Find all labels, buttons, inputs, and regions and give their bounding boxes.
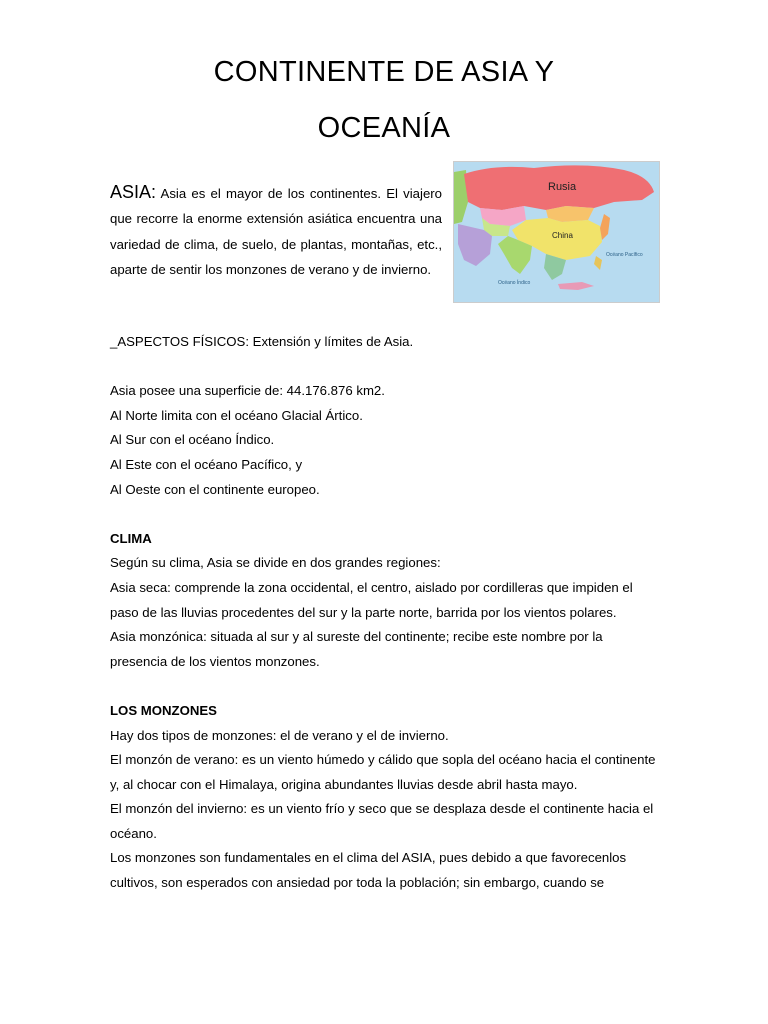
monzones-final-text: Los monzones son fundamentales en el clima del ASIA, pues debido a que favorecenlos cultivos, son esperados con ansiedad por toda la población; sin embargo, cuando se <box>110 850 627 891</box>
page-title-line-2: OCEANÍA <box>317 112 451 144</box>
monzon-invierno-text: El monzón del invierno: es un viento frío y seco que se desplaza desde el continente hacia el océano. <box>110 801 654 841</box>
asia-map-image <box>453 161 660 303</box>
monzon-verano-text: El monzón de verano: es un viento húmedo y cálido que sopla del océano hacia el continente y, al chocar con el Himalaya, origina abundantes lluvias desde abril hasta mayo. <box>110 752 656 792</box>
north-limit: Al Norte limita con el océano Glacial Ártico. <box>110 407 363 423</box>
map-label-indico: Océano Índico <box>498 280 531 286</box>
clima-heading: CLIMA <box>110 530 152 546</box>
map-label-pacifico: Océano Pacífico <box>606 252 643 258</box>
intro-paragraph <box>110 180 442 283</box>
west-limit: Al Oeste con el continente europeo. <box>110 481 320 497</box>
map-label-rusia: Rusia <box>548 181 577 193</box>
east-limit: Al Este con el océano Pacífico, y <box>110 456 303 472</box>
physical-heading: _ASPECTOS FÍSICOS: Extensión y límites de Asia. <box>110 334 414 349</box>
south-limit: Al Sur con el océano Índico. <box>110 432 275 448</box>
asia-seca-text: Asia seca: comprende la zona occidental, el centro, aislado por cordilleras que impiden el paso de las lluvias procedentes del sur y la parte norte, barrida por los vientos polares. <box>110 579 633 620</box>
intro-lead: ASIA: <box>110 182 157 202</box>
asia-monzonica-text: Asia monzónica: situada al sur y al sureste del continente; recibe este nombre por la presencia de los vientos monzones. <box>110 629 603 669</box>
surface-text: Asia posee una superficie de: 44.176.876 km2. <box>110 383 385 399</box>
document-body <box>110 330 658 896</box>
monzones-tipos: Hay dos tipos de monzones: el de verano y el de invierno. <box>110 727 449 743</box>
monzones-heading: LOS MONZONES <box>110 702 217 718</box>
intro-text: Asia es el mayor de los continentes. El viajero que recorre la enorme extensión asiática encuentra una variedad de clima, de suelo, de plantas, montañas, etc., aparte de sentir los monzones de verano y de invierno. <box>110 186 443 278</box>
page-title-line-1: CONTINENTE DE ASIA Y <box>213 56 555 88</box>
map-label-china: China <box>552 231 573 240</box>
clima-intro: Según su clima, Asia se divide en dos grandes regiones: <box>110 555 441 571</box>
